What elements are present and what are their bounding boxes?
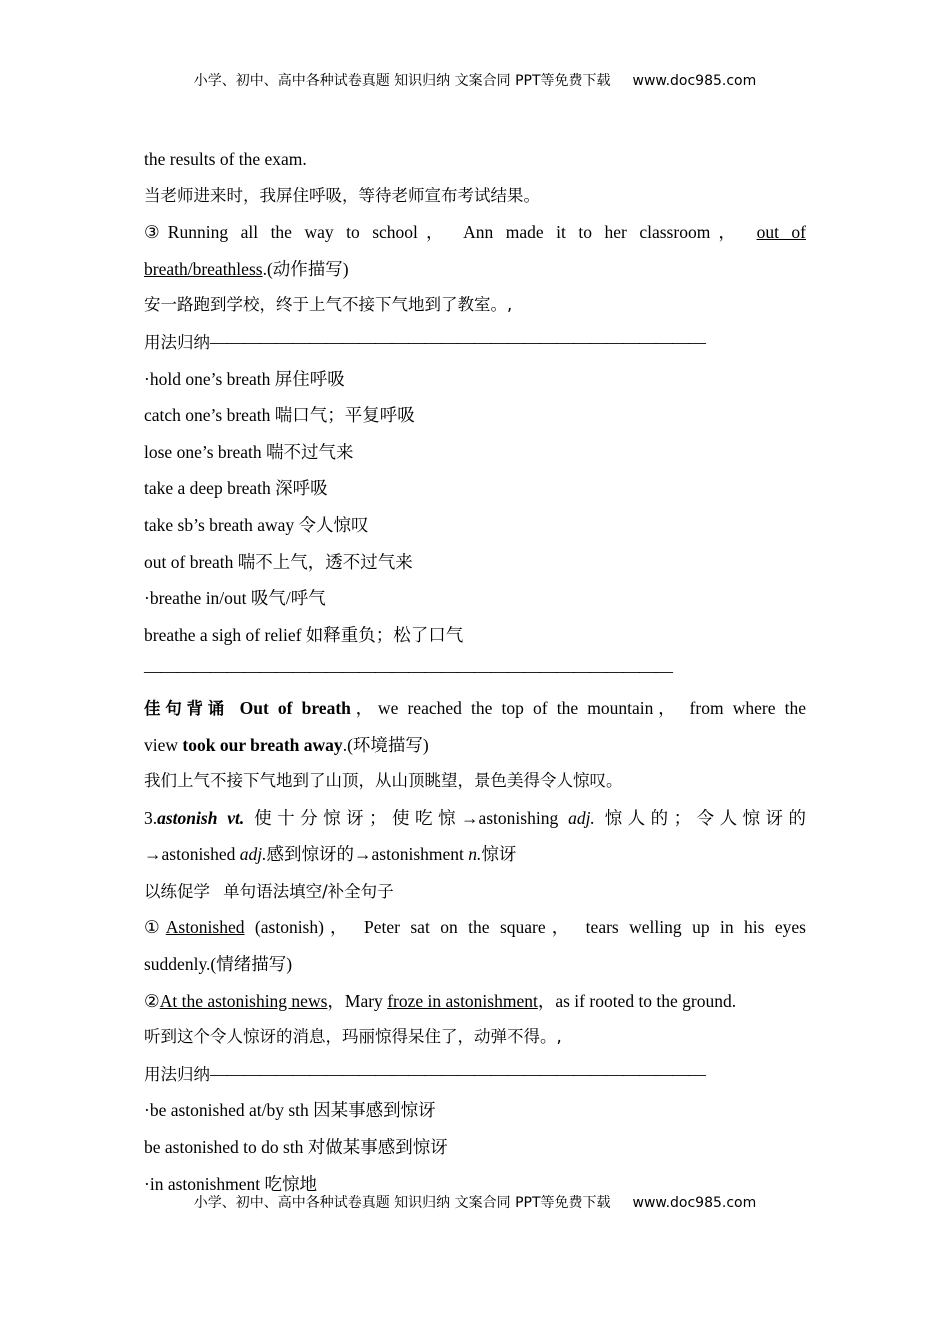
translation-line: 安一路跑到学校，终于上气不接下气地到了教室。, [144,295,513,315]
exercise-sentence-cont: suddenly.(情绪描写) [144,954,293,975]
recite-sentence: 佳句背诵 Out of breath，we reached the top of the mountain， from where the [144,697,806,718]
section-label: 佳句背诵 [144,698,240,718]
text-line: the results of the exam. [144,149,307,169]
usage-item: take sb’s breath away 令人惊叹 [144,514,369,535]
divider: —————————————————————————————— [210,331,705,352]
divider: ———————————————————————————————— [144,661,672,682]
vocab-entry: 3.astonish vt. 使十分惊讶；使吃惊→astonishing adj. 惊人的；令人惊讶的 [144,807,807,828]
answer-blank: breath/breathless [144,258,263,279]
usage-item: out of breath 喘不上气，透不过气来 [144,551,413,572]
usage-item: ·in astonishment 吃惊地 [144,1173,318,1194]
usage-item: ·breathe in/out 吸气/呼气 [144,588,326,609]
answer-blank: froze in astonishment [387,990,538,1011]
footer-url[interactable]: www.doc985.com [632,1195,757,1211]
usage-item: take a deep breath 深呼吸 [144,478,328,499]
translation-line: 听到这个令人惊讶的消息，玛丽惊得呆住了，动弹不得。, [144,1027,562,1047]
example-sentence-cont: breath/breathless.(动作描写) [144,258,349,279]
exercise-sentence: ①Astonished (astonish)， Peter sat on the square， tears welling up in his eyes [144,917,806,938]
header-text: 小学、初中、高中各种试卷真题 知识归纳 文案合同 PPT等免费下载 [193,73,611,89]
page-footer [0,1192,950,1212]
example-sentence: ③Running all the way to school， Ann made it to her classroom， out of [144,222,806,243]
answer-blank: At the astonishing news [159,990,328,1011]
translation-line: 当老师进来时，我屏住呼吸，等待老师宣布考试结果。 [144,185,540,205]
usage-item: catch one’s breath 喘口气；平复呼吸 [144,405,415,426]
usage-item: ·be astonished at/by sth 因某事感到惊讶 [144,1100,436,1121]
page-header [0,70,950,90]
exercise-heading: 以练促学 单句语法填空/补全句子 [144,881,394,901]
usage-heading: 用法归纳—————————————————————————————— [144,1063,705,1084]
usage-item: ·hold one’s breath 屏住呼吸 [144,368,345,389]
vocab-entry-cont: →astonished adj.感到惊讶的→astonishment n.惊讶 [144,844,517,865]
divider: —————————————————————————————— [210,1063,705,1084]
footer-text: 小学、初中、高中各种试卷真题 知识归纳 文案合同 PPT等免费下载 [193,1195,611,1211]
document-body [144,141,806,1202]
usage-item: be astonished to do sth 对做某事感到惊讶 [144,1137,448,1158]
answer-blank: Astonished [165,917,245,938]
answer-blank: out of [756,222,806,243]
usage-item: breathe a sigh of relief 如释重负；松了口气 [144,624,464,645]
header-url[interactable]: www.doc985.com [632,73,757,89]
usage-heading: 用法归纳—————————————————————————————— [144,331,705,352]
recite-sentence-cont: view took our breath away.(环境描写) [144,734,429,755]
usage-item: lose one’s breath 喘不过气来 [144,441,354,462]
translation-line: 我们上气不接下气地到了山顶，从山顶眺望，景色美得令人惊叹。 [144,771,623,791]
exercise-sentence: ②At the astonishing news，Mary froze in astonishment，as if rooted to the ground. [144,990,737,1011]
